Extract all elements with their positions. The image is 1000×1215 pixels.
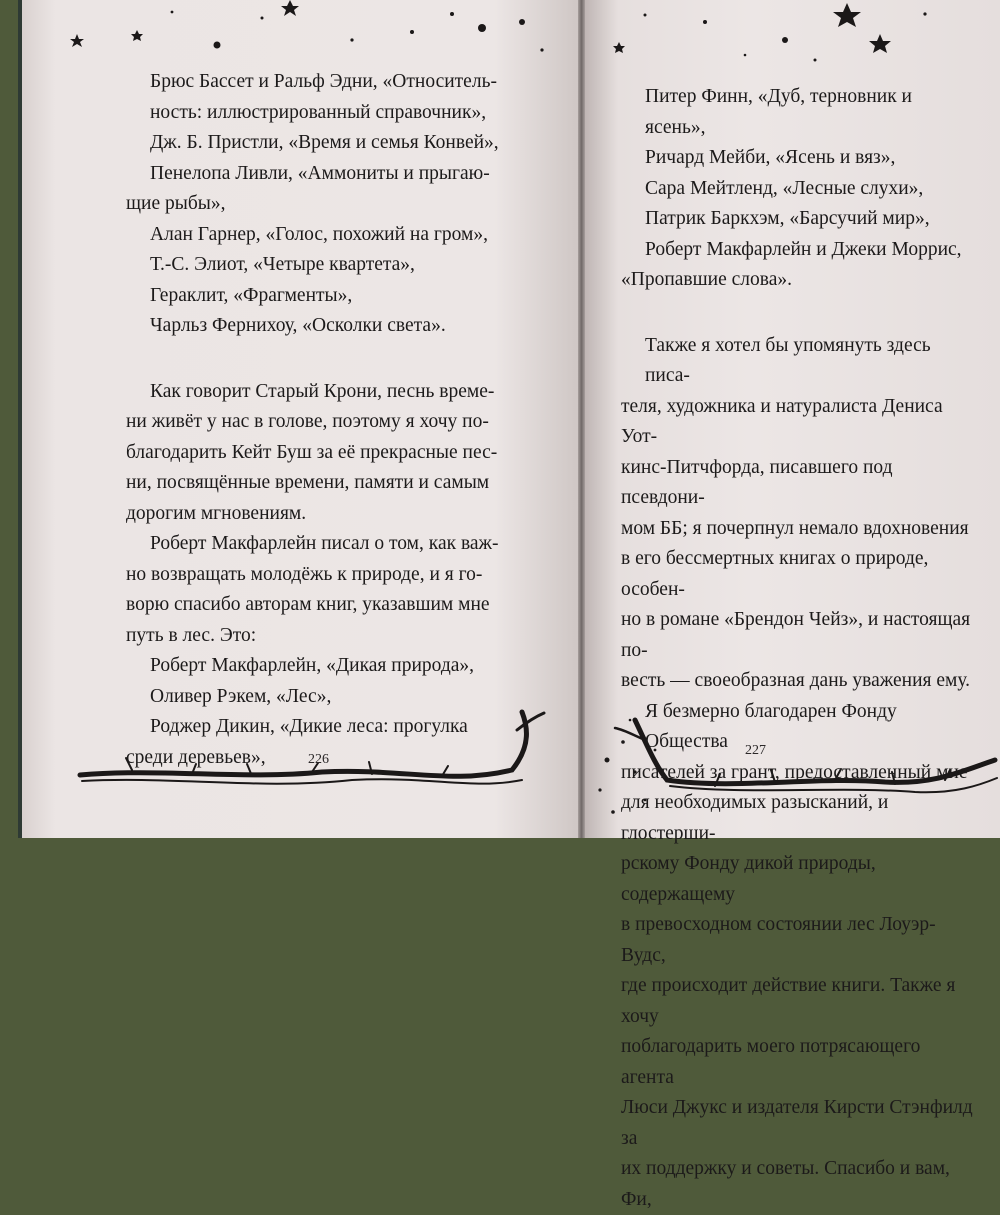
right-page <box>585 0 1000 1210</box>
text-line: благодарить Кейт Буш за её прекрасные пес- <box>126 441 498 463</box>
star-icon <box>131 30 143 41</box>
text-line: Ричард Мейби, «Ясень и вяз», <box>645 147 896 168</box>
left-page-text <box>126 67 545 773</box>
text-line: щие рыбы», <box>126 193 226 214</box>
text-line: для необходимых разысканий, и глостерши- <box>621 792 889 844</box>
text-line: теля, художника и натуралиста Дениса Уот- <box>621 395 943 447</box>
star-icon <box>281 0 299 16</box>
text-line: ни живёт у нас в голове, поэтому я хочу по- <box>126 411 489 432</box>
text-line: Роберт Макфарлейн и Джеки Моррис, <box>645 238 962 260</box>
text-line: Роджер Дикин, «Дикие леса: прогулка <box>150 716 468 737</box>
text-line: Люси Джукс и издателя Кирсти Стэнфилд за <box>621 1097 973 1149</box>
text-line: Я безмерно благодарен Фонду Общества <box>645 700 897 752</box>
star-icon <box>833 3 861 27</box>
text-line: кинс-Питчфорда, писавшего под псевдони- <box>621 456 893 508</box>
text-line: Сара Мейтленд, «Лесные слухи», <box>645 177 924 199</box>
page-number: 227 <box>745 743 766 758</box>
text-line: ность: иллюстрированный справочник», <box>150 101 487 123</box>
text-line: Роберт Макфарлейн писал о том, как важ- <box>150 533 499 554</box>
text-line: где происходит действие книги. Также я хочу <box>621 975 956 1027</box>
star-icon <box>70 34 84 47</box>
text-line: весть — своеобразная дань уважения ему. <box>621 670 971 691</box>
text-line: Т.-С. Элиот, «Четыре квартета», <box>150 254 415 275</box>
text-line: Брюс Бассет и Ральф Эдни, «Относитель- <box>150 71 497 92</box>
text-line: поблагодарить моего потрясающего агента <box>621 1036 921 1088</box>
text-line: Пенелопа Ливли, «Аммониты и прыгаю- <box>150 162 490 184</box>
text-line: ворю спасибо авторам книг, указавшим мне <box>126 594 490 615</box>
text-line: Оливер Рэкем, «Лес», <box>150 685 332 707</box>
text-line: мом ББ; я почерпнул немало вдохновения <box>621 517 969 539</box>
text-line: Патрик Баркхэм, «Барсучий мир», <box>645 208 930 229</box>
text-line: в превосходном состоянии лес Лоуэр-Вудс, <box>621 914 936 966</box>
left-page <box>22 0 578 838</box>
text-line: дорогим мгновениям. <box>126 502 307 524</box>
star-icon <box>869 34 891 53</box>
text-line: Роберт Макфарлейн, «Дикая природа», <box>150 655 475 676</box>
book-spine <box>578 0 585 838</box>
text-line: их поддержку и советы. Спасибо и вам, Фи, <box>621 1158 950 1210</box>
star-icon <box>613 42 625 53</box>
text-line: Также я хотел бы упомянуть здесь писа- <box>645 334 931 386</box>
text-line: Чарльз Фернихоу, «Осколки света». <box>150 315 446 336</box>
text-line: но возвращать молодёжь к природе, и я го- <box>126 563 483 585</box>
page-number: 226 <box>308 752 329 767</box>
text-line: путь в лес. Это: <box>126 624 257 646</box>
text-line: Питер Финн, «Дуб, терновник и ясень», <box>645 86 912 138</box>
right-page-text <box>621 82 975 1215</box>
text-line: но в романе «Брендон Чейз», и настоящая по- <box>621 609 971 661</box>
text-line: Дж. Б. Пристли, «Время и семья Конвей», <box>150 132 499 153</box>
text-line: писателей за грант, предоставленный мне <box>621 761 968 783</box>
text-line: среди деревьев», <box>126 746 266 768</box>
text-line: ни, посвящённые времени, памяти и самым <box>126 472 490 493</box>
text-line: в его бессмертных книгах о природе, особен- <box>621 548 929 600</box>
text-line: «Пропавшие слова». <box>621 269 792 290</box>
text-line: рскому Фонду дикой природы, содержащему <box>621 853 876 905</box>
text-line: Как говорит Старый Крони, песнь време- <box>150 380 495 402</box>
text-line: Гераклит, «Фрагменты», <box>150 284 353 306</box>
text-line: Алан Гарнер, «Голос, похожий на гром», <box>150 223 488 245</box>
